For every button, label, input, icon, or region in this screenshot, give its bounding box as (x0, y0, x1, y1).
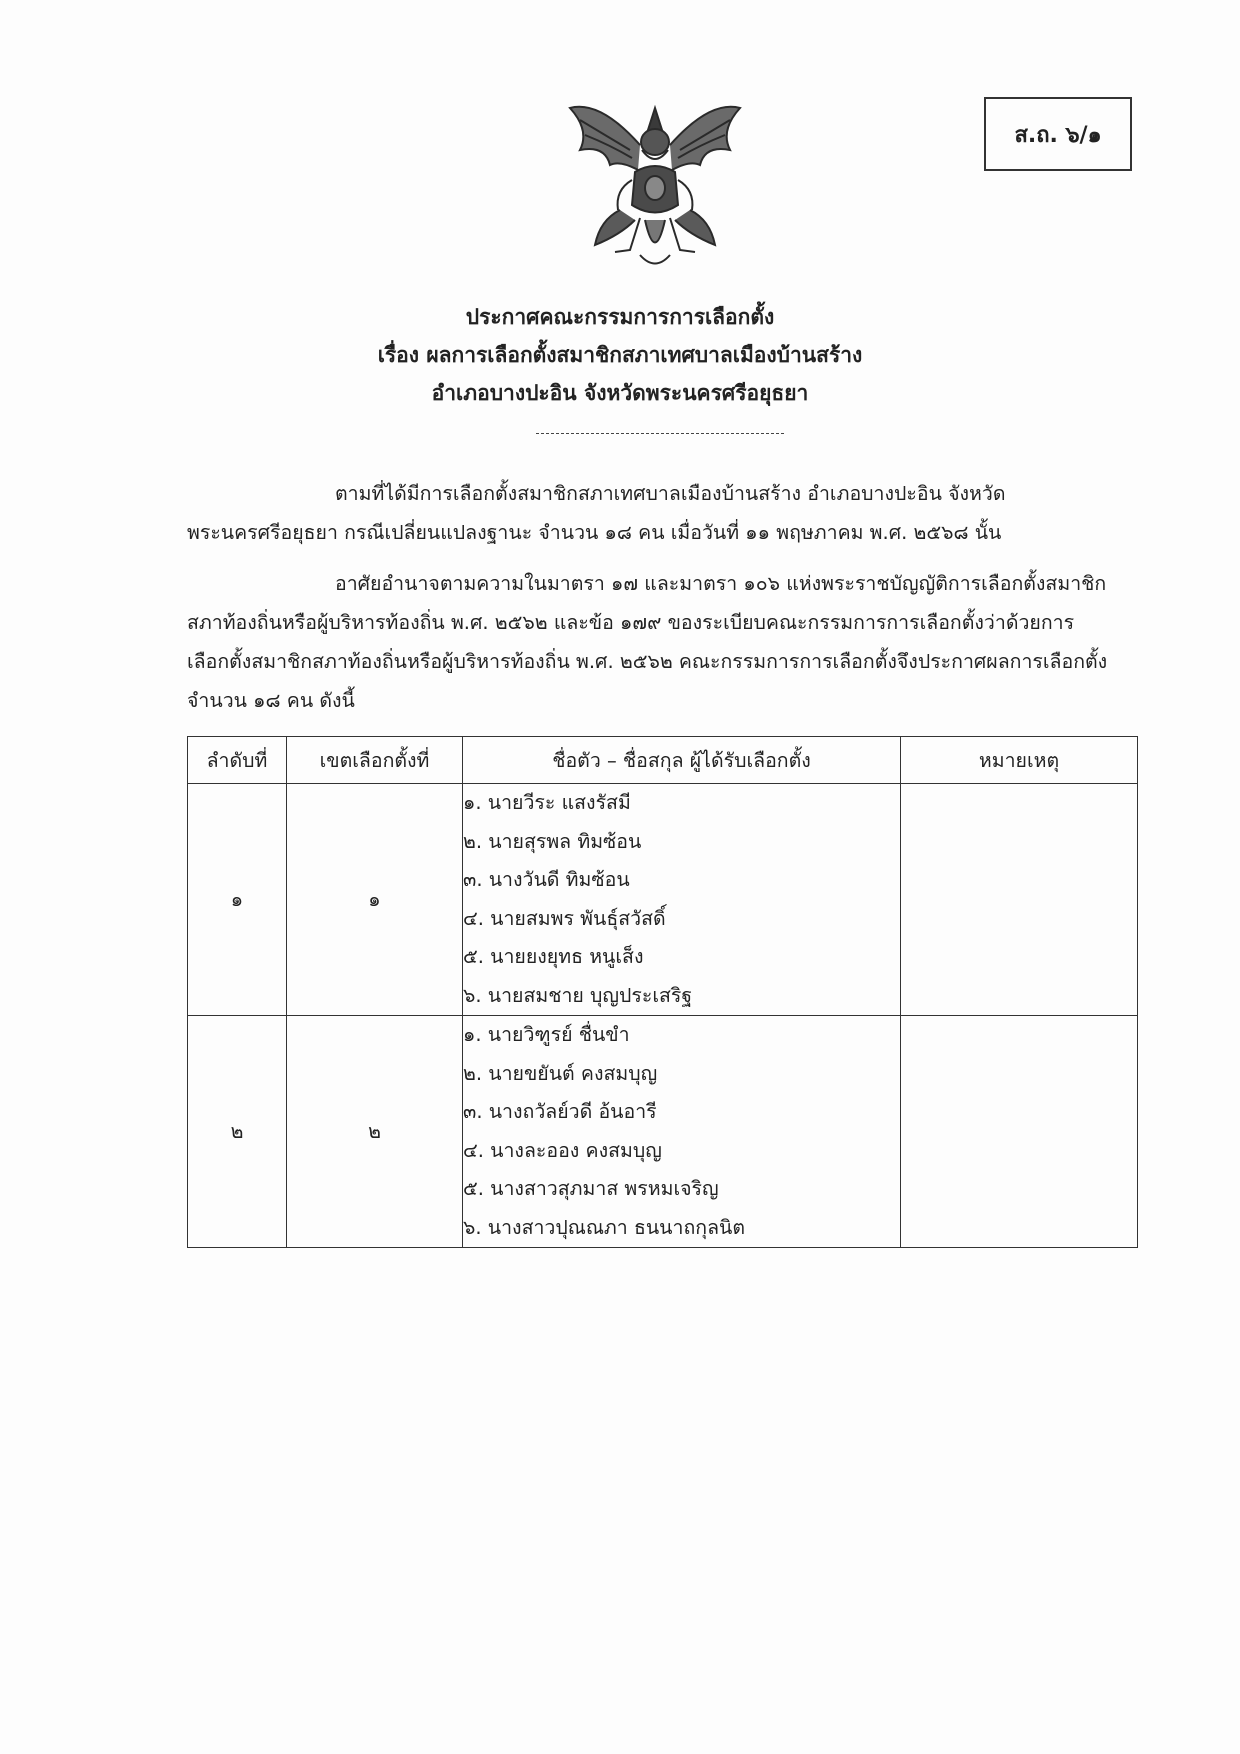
row-zone: ๒ (287, 1016, 463, 1248)
list-item: ๓. นางถวัลย์วดี อ้นอารี (463, 1100, 657, 1123)
list-item: ๑. นายวีระ แสงรัสมี (463, 791, 631, 814)
row-note (901, 1016, 1138, 1248)
title-line-3: อำเภอบางปะอิน จังหวัดพระนครศรีอยุธยา (431, 381, 809, 405)
header-note: หมายเหตุ (901, 737, 1138, 784)
header-name: ชื่อตัว – ชื่อสกุล ผู้ได้รับเลือกตั้ง (463, 737, 901, 784)
list-item: ๕. นายยงยุทธ หนูเส็ง (463, 945, 644, 968)
list-item: ๒. นายขยันต์ คงสมบุญ (463, 1061, 658, 1085)
table-row (188, 784, 1138, 1016)
garuda-emblem-icon (560, 90, 750, 275)
list-item: ๔. นายสมพร พันธุ์สวัสดิ์ (463, 906, 666, 930)
paragraph-2 (187, 564, 1109, 720)
row-order: ๒ (188, 1016, 287, 1248)
title-divider (536, 433, 784, 434)
list-item: ๖. นายสมชาย บุญประเสริฐ (463, 983, 693, 1007)
header-order: ลำดับที่ (188, 737, 287, 784)
announcement-title (0, 298, 1240, 412)
row-note (901, 784, 1138, 1016)
list-item: ๑. นายวิฑูรย์ ชื่นขำ (463, 1023, 630, 1046)
list-item: ๒. นายสุรพล ทิมซ้อน (463, 829, 642, 853)
title-line-2: เรื่อง ผลการเลือกตั้งสมาชิกสภาเทศบาลเมืองบ้านสร้าง (377, 343, 863, 367)
table-header-row (188, 737, 1138, 784)
paragraph-1 (187, 474, 1109, 552)
list-item: ๕. นางสาวสุภมาส พรหมเจริญ (463, 1177, 719, 1200)
form-code: ส.ถ. ๖/๑ (1014, 122, 1102, 148)
list-item: ๓. นางวันดี ทิมซ้อน (463, 868, 630, 891)
row-order: ๑ (188, 784, 287, 1016)
row-names (463, 784, 901, 1016)
list-item: ๔. นางละออง คงสมบุญ (463, 1138, 662, 1162)
title-line-1: ประกาศคณะกรรมการการเลือกตั้ง (465, 305, 775, 329)
form-code-box (984, 97, 1132, 171)
table-row (188, 1016, 1138, 1248)
row-names (463, 1016, 901, 1248)
results-table (187, 736, 1138, 1248)
row-zone: ๑ (287, 784, 463, 1016)
header-zone: เขตเลือกตั้งที่ (287, 737, 463, 784)
list-item: ๖. นางสาวปุณณภา ธนนาถกุลนิต (463, 1215, 746, 1239)
paragraph-1-text: ตามที่ได้มีการเลือกตั้งสมาชิกสภาเทศบาลเมืองบ้านสร้าง อำเภอบางปะอิน จังหวัดพระนครศรีอยุธยา กรณีเปลี่ยนแปลงฐานะ จำนวน ๑๘ คน เมื่อวันที่ ๑๑ พฤษภาคม พ.ศ. ๒๕๖๘ นั้น (187, 482, 1006, 544)
paragraph-2-text: อาศัยอำนาจตามความในมาตรา ๑๗ และมาตรา ๑๐๖ แห่งพระราชบัญญัติการเลือกตั้งสมาชิกสภาท้องถิ่นหรือผู้บริหารท้องถิ่น พ.ศ. ๒๕๖๒ และข้อ ๑๗๙ ของระเบียบคณะกรรมการการเลือกตั้งว่าด้วยการเลือกตั้งสมาชิกสภาท้องถิ่นหรือผู้บริหารท้องถิ่น พ.ศ. ๒๕๖๒ คณะกรรมการการเลือกตั้งจึงประกาศผลการเลือกตั้ง จำนวน ๑๘ คน ดังนี้ (187, 572, 1108, 712)
